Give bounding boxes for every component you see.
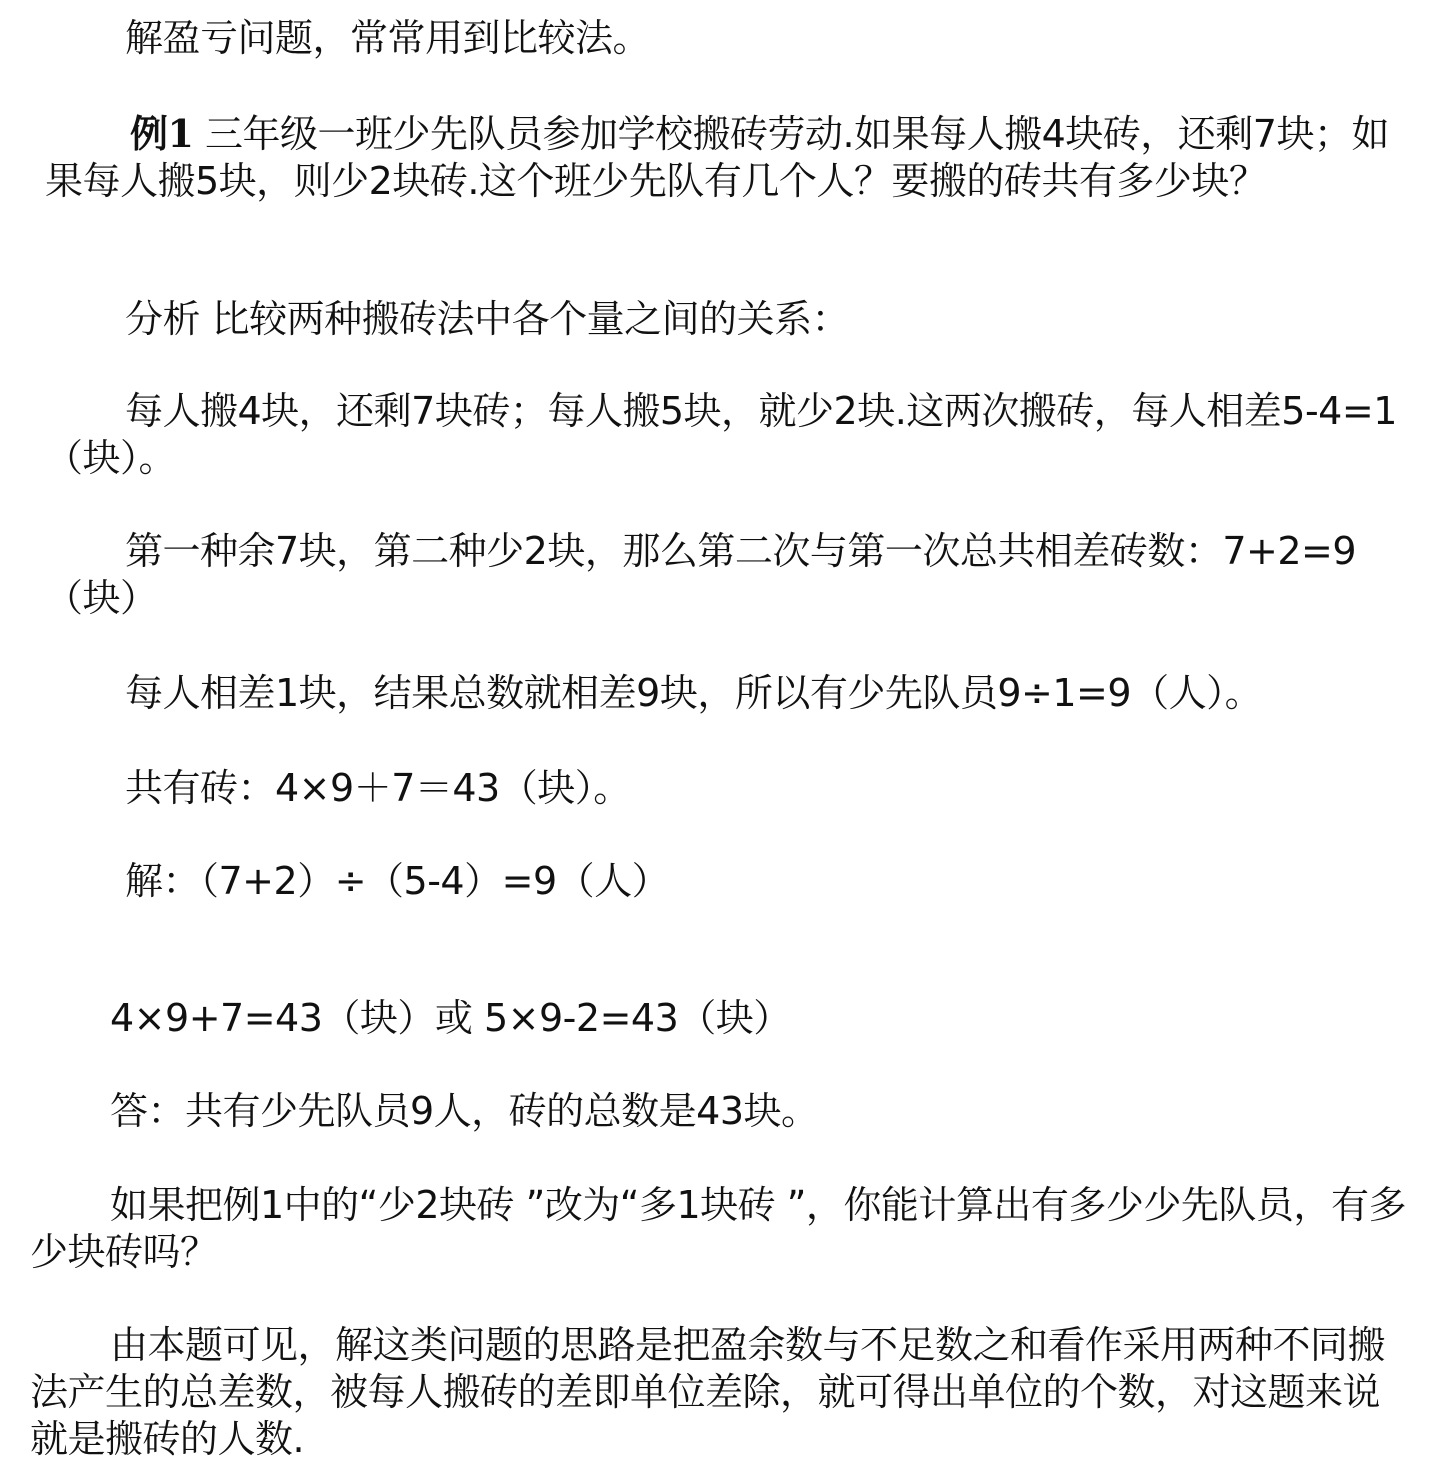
analysis-step-3: 每人相差1块，结果总数就相差9块，所以有少先队员9÷1=9（人）。 — [125, 671, 1263, 715]
analysis-step-1: 每人搬4块，还剩7块砖；每人搬5块，就少2块.这两次搬砖，每人相差5-4=1（块）。 — [45, 389, 1397, 480]
intro-paragraph: 解盈亏问题，常常用到比较法。 — [125, 16, 651, 60]
example-text: 三年级一班少先队员参加学校搬砖劳动.如果每人搬4块砖，还剩7块；如果每人搬5块，则少2块砖.这个班少先队有几个人？要搬的砖共有多少块？ — [45, 112, 1389, 203]
example-label: 例1 — [130, 111, 194, 156]
analysis-step-4: 共有砖：4×9＋7＝43（块）。 — [125, 766, 631, 810]
analysis-step-2: 第一种余7块，第二种少2块，那么第二次与第一次总共相差砖数：7+2=9（块） — [45, 529, 1357, 620]
answer-line: 答：共有少先队员9人，砖的总数是43块。 — [110, 1089, 819, 1133]
solution-line-2: 4×9+7=43（块）或 5×9-2=43（块） — [110, 996, 791, 1040]
conclusion-paragraph: 由本题可见，解这类问题的思路是把盈余数与不足数之和看作采用两种不同搬法产生的总差数，被每人搬砖的差即单位差除，就可得出单位的个数，对这题来说就是搬砖的人数. — [30, 1323, 1386, 1461]
solution-line-1: 解：（7+2）÷（5-4）=9（人） — [125, 859, 670, 903]
analysis-header: 分析 比较两种搬砖法中各个量之间的关系： — [125, 297, 850, 341]
extension-question: 如果把例1中的“少2块砖 ”改为“多1块砖 ”，你能计算出有多少少先队员，有多少块砖吗？ — [30, 1183, 1406, 1274]
example-paragraph — [45, 110, 1415, 205]
